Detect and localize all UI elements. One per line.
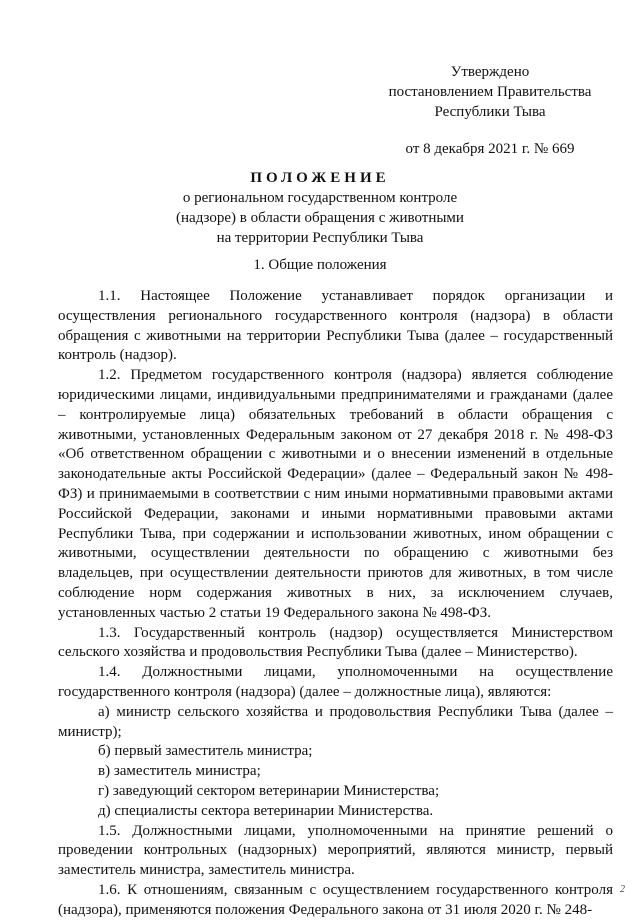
paragraph-1-6: 1.6. К отношениям, связанным с осуществлением государственного контроля (надзора), применяются положения Федерального закона от 31 июля 2020 г. № 248- — [58, 881, 613, 918]
paragraph-1-4: 1.4. Должностными лицами, уполномоченными на осуществление государственного контроля (надзора) (далее – должностные лица), являются: — [58, 664, 613, 700]
list-item-c: в) заместитель министра; — [98, 763, 261, 780]
document-title: ПОЛОЖЕНИЕ — [250, 170, 390, 186]
document-title-block — [100, 168, 540, 248]
paragraph-1-2: 1.2. Предметом государственного контроля (надзора) является соблюдение юридическими лицами, индивидуальными предпринимателями и гражданами (далее – контролируемые лица) обязательных требований в области обращения с животными, установленных Федеральным законом от 27 декабря 2018 г. № 498-ФЗ «Об ответственном обращении с животными и о внесении изменений в отдельные законодательные акты Российской Федерации» (далее – Федеральный закон № 498-ФЗ) и принимаемыми в соответствии с ним иными нормативными правовыми актами Российской Федерации, законами и иными нормативными правовыми актами Республики Тыва, при содержании и использовании животных, ином обращении с животными, осуществлении деятельности по обращению с животными без владельцев, при осуществлении деятельности приютов для животных, в том числе соблюдение норм содержания животных в них, за исключением случаев, установленных частью 2 статьи 19 Федерального закона № 498-ФЗ. — [58, 367, 613, 621]
document-subtitle-line-3: на территории Республики Тыва — [216, 230, 424, 246]
paragraph-1-1: 1.1. Настоящее Положение устанавливает порядок организации и осуществления регионального государственного контроля (надзора) в области обращения с животными на территории Республики Тыва (далее – государственный контроль (надзор). — [58, 288, 613, 364]
list-item-e: д) специалисты сектора ветеринарии Министерства. — [98, 802, 434, 819]
approval-line-2: постановлением Правительства — [388, 84, 592, 100]
document-subtitle-line-2: (надзоре) в области обращения с животными — [176, 210, 464, 226]
page-number: 2 — [620, 884, 625, 895]
list-item-a: а) министр сельского хозяйства и продовольствия Республики Тыва (далее – министр); — [58, 703, 613, 740]
approval-date: от 8 декабря 2021 г. № 669 — [405, 141, 575, 157]
body-text — [58, 287, 613, 921]
approval-stamp — [380, 62, 600, 159]
document-subtitle-line-1: о региональном государственном контроле — [182, 190, 458, 206]
paragraph-1-3: 1.3. Государственный контроль (надзор) осуществляется Министерством сельского хозяйства и продовольствия Республики Тыва (далее – Министерство). — [58, 624, 613, 661]
list-item-b: б) первый заместитель министра; — [98, 743, 313, 760]
section-heading: 1. Общие положения — [253, 257, 387, 273]
approval-line-1: Утверждено — [450, 64, 530, 80]
approval-line-3: Республики Тыва — [434, 104, 546, 120]
list-item-d: г) заведующий сектором ветеринарии Министерства; — [98, 782, 440, 799]
paragraph-1-5: 1.5. Должностными лицами, уполномоченными на принятие решений о проведении контрольных (надзорных) мероприятий, являются министр, первый заместитель министра, заместитель министра. — [58, 822, 613, 879]
